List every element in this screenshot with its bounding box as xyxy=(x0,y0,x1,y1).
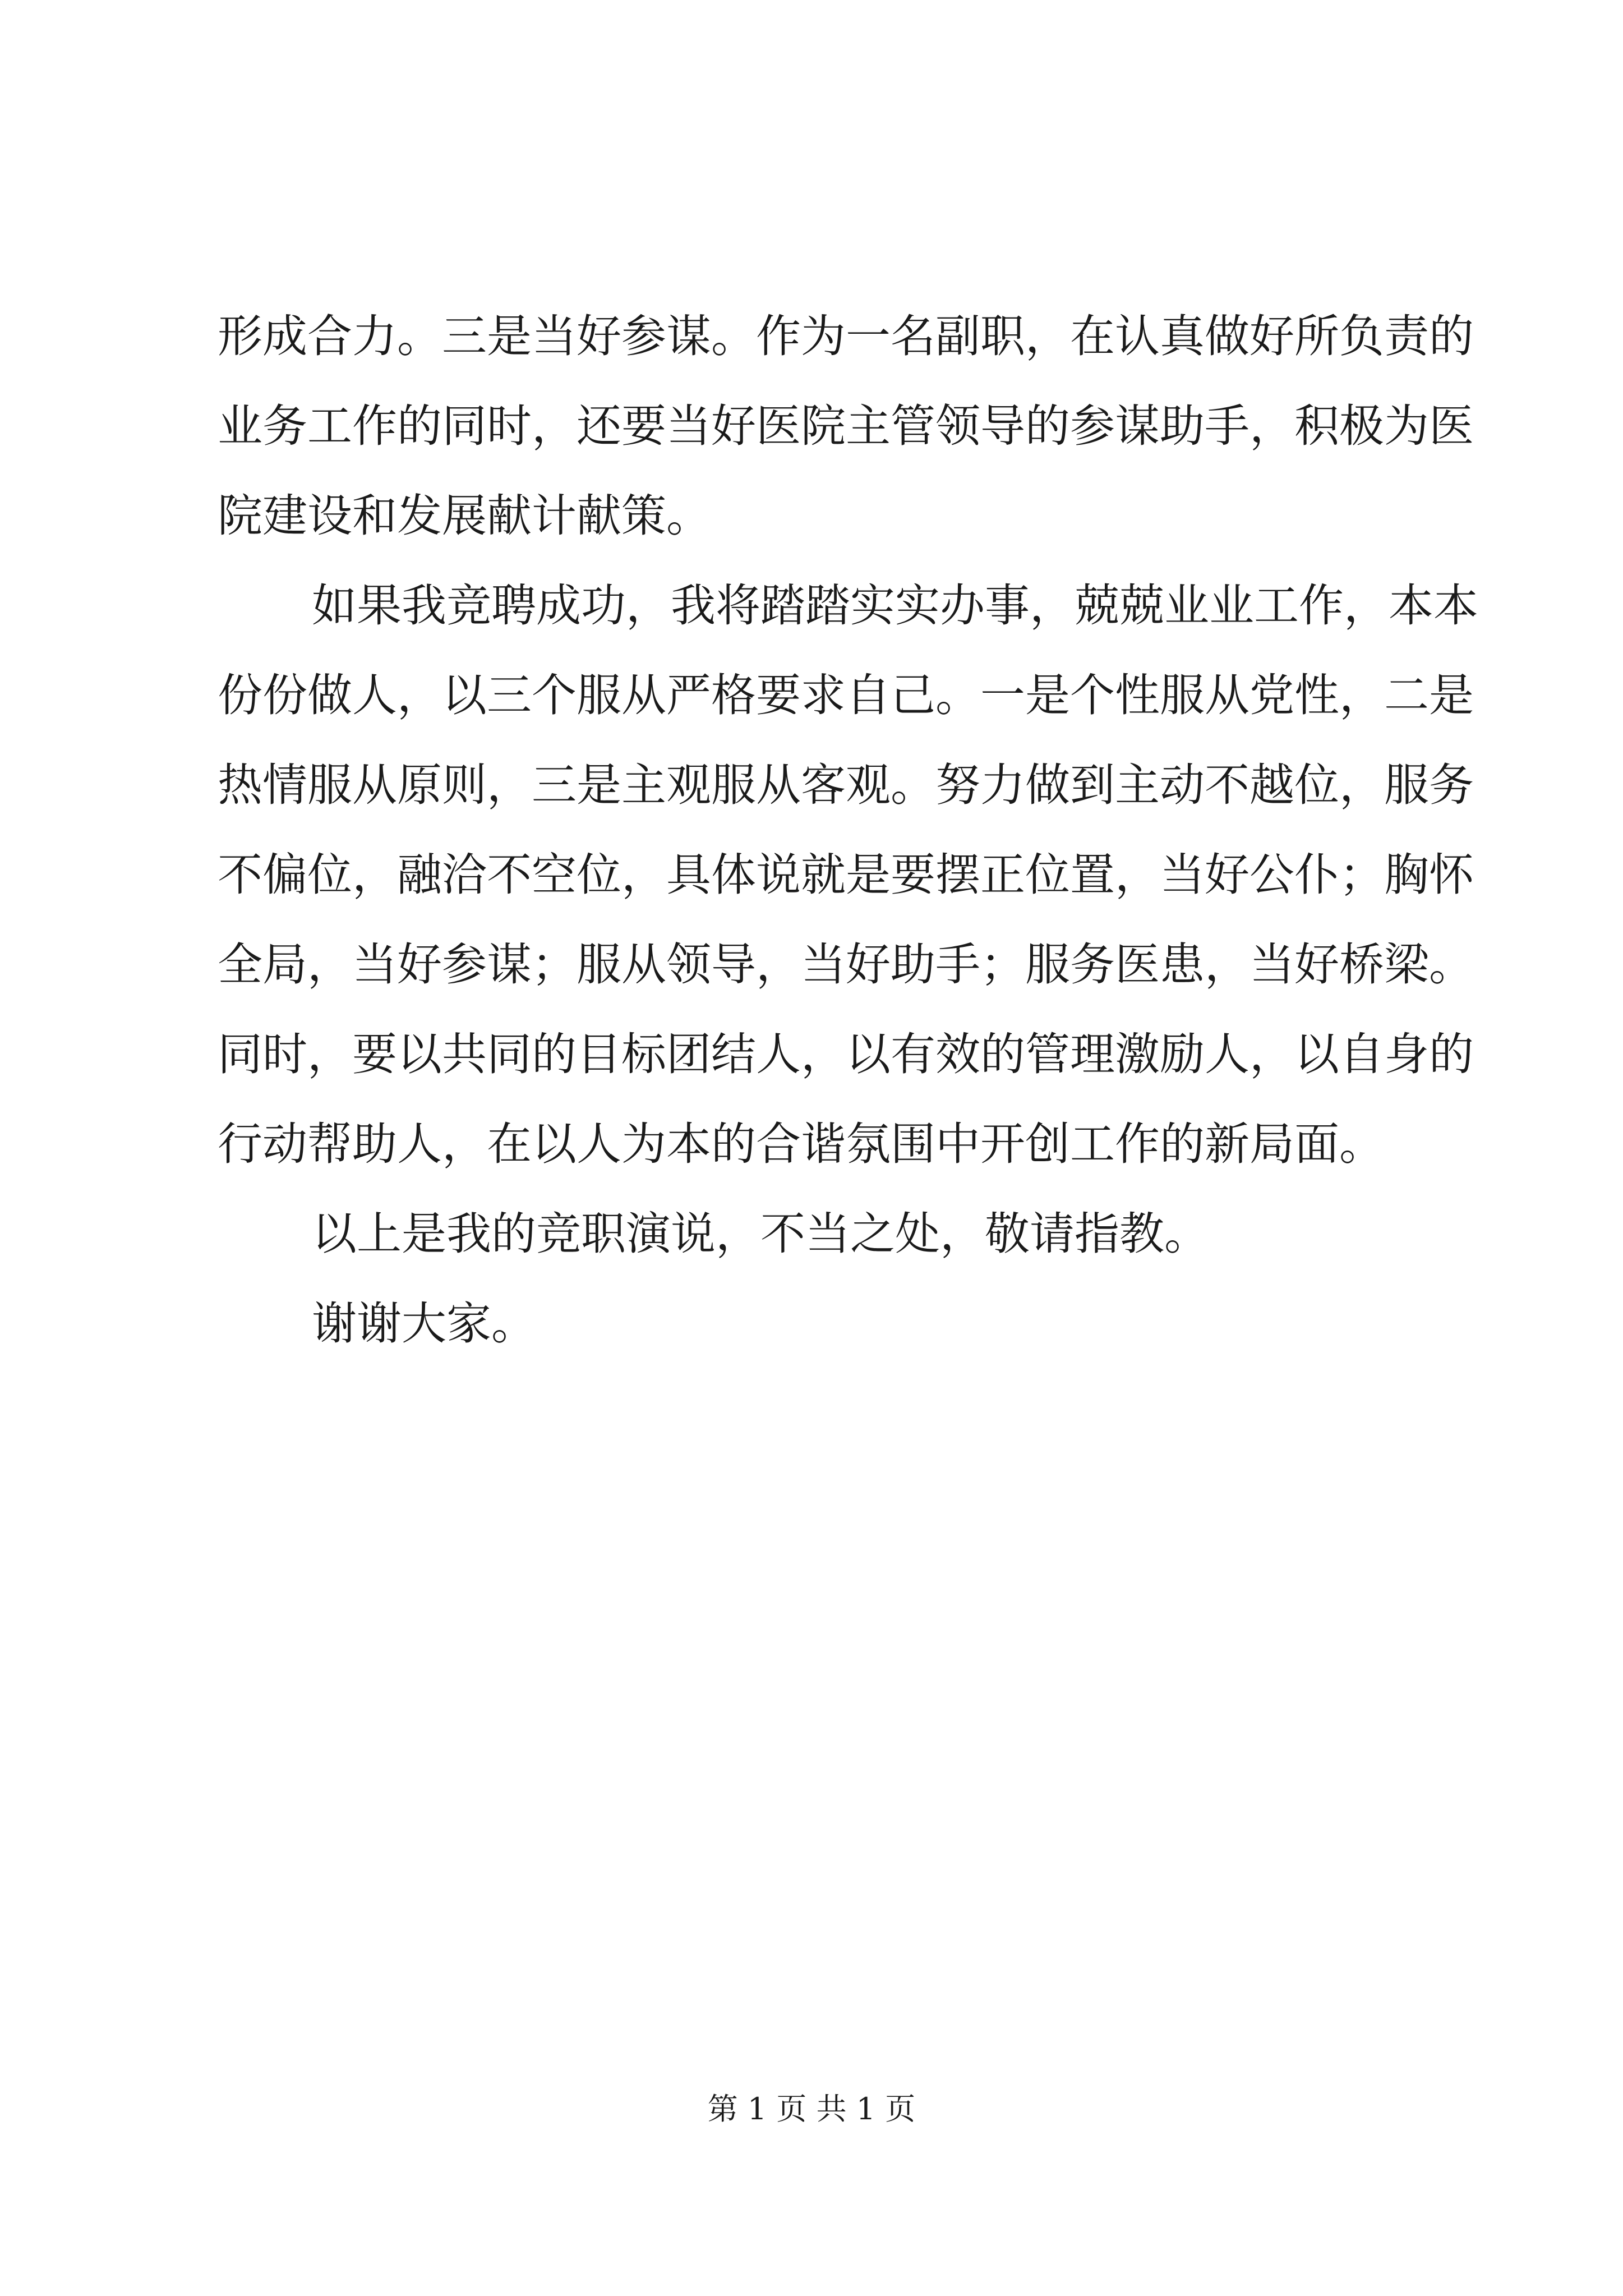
paragraph xyxy=(218,1279,1429,1369)
text-line: 全局，当好参谋；服从领导，当好助手；服务医患，当好桥梁。 xyxy=(218,938,1474,991)
text-line: 份份做人，以三个服从严格要求自己。一是个性服从党性，二是 xyxy=(218,669,1474,721)
paragraph xyxy=(218,561,1478,1189)
text-line: 同时，要以共同的目标团结人，以有效的管理激励人，以自身的 xyxy=(218,1028,1474,1080)
text-line: 以上是我的竞职演说，不当之处，敬请指教。 xyxy=(312,1208,1209,1260)
paragraph xyxy=(218,292,1474,561)
text-line: 如果我竞聘成功，我将踏踏实实办事，兢兢业业工作，本本 xyxy=(312,579,1478,632)
page-footer: 第 1 页 共 1 页 xyxy=(707,2091,916,2127)
text-line: 谢谢大家。 xyxy=(312,1297,536,1350)
text-line: 形成合力。三是当好参谋。作为一名副职，在认真做好所负责的 xyxy=(218,310,1474,362)
text-line: 不偏位，融洽不空位，具体说就是要摆正位置，当好公仆；胸怀 xyxy=(218,849,1474,901)
paragraph xyxy=(218,1189,1429,1279)
text-line: 行动帮助人，在以人为本的合谐氛围中开创工作的新局面。 xyxy=(218,1118,1384,1170)
text-line: 院建设和发展献计献策。 xyxy=(218,490,711,542)
text-line: 热情服从原则，三是主观服从客观。努力做到主动不越位，服务 xyxy=(218,759,1474,811)
text-line: 业务工作的同时，还要当好医院主管领导的参谋助手，积极为医 xyxy=(218,400,1474,452)
document-body xyxy=(218,292,1478,1369)
